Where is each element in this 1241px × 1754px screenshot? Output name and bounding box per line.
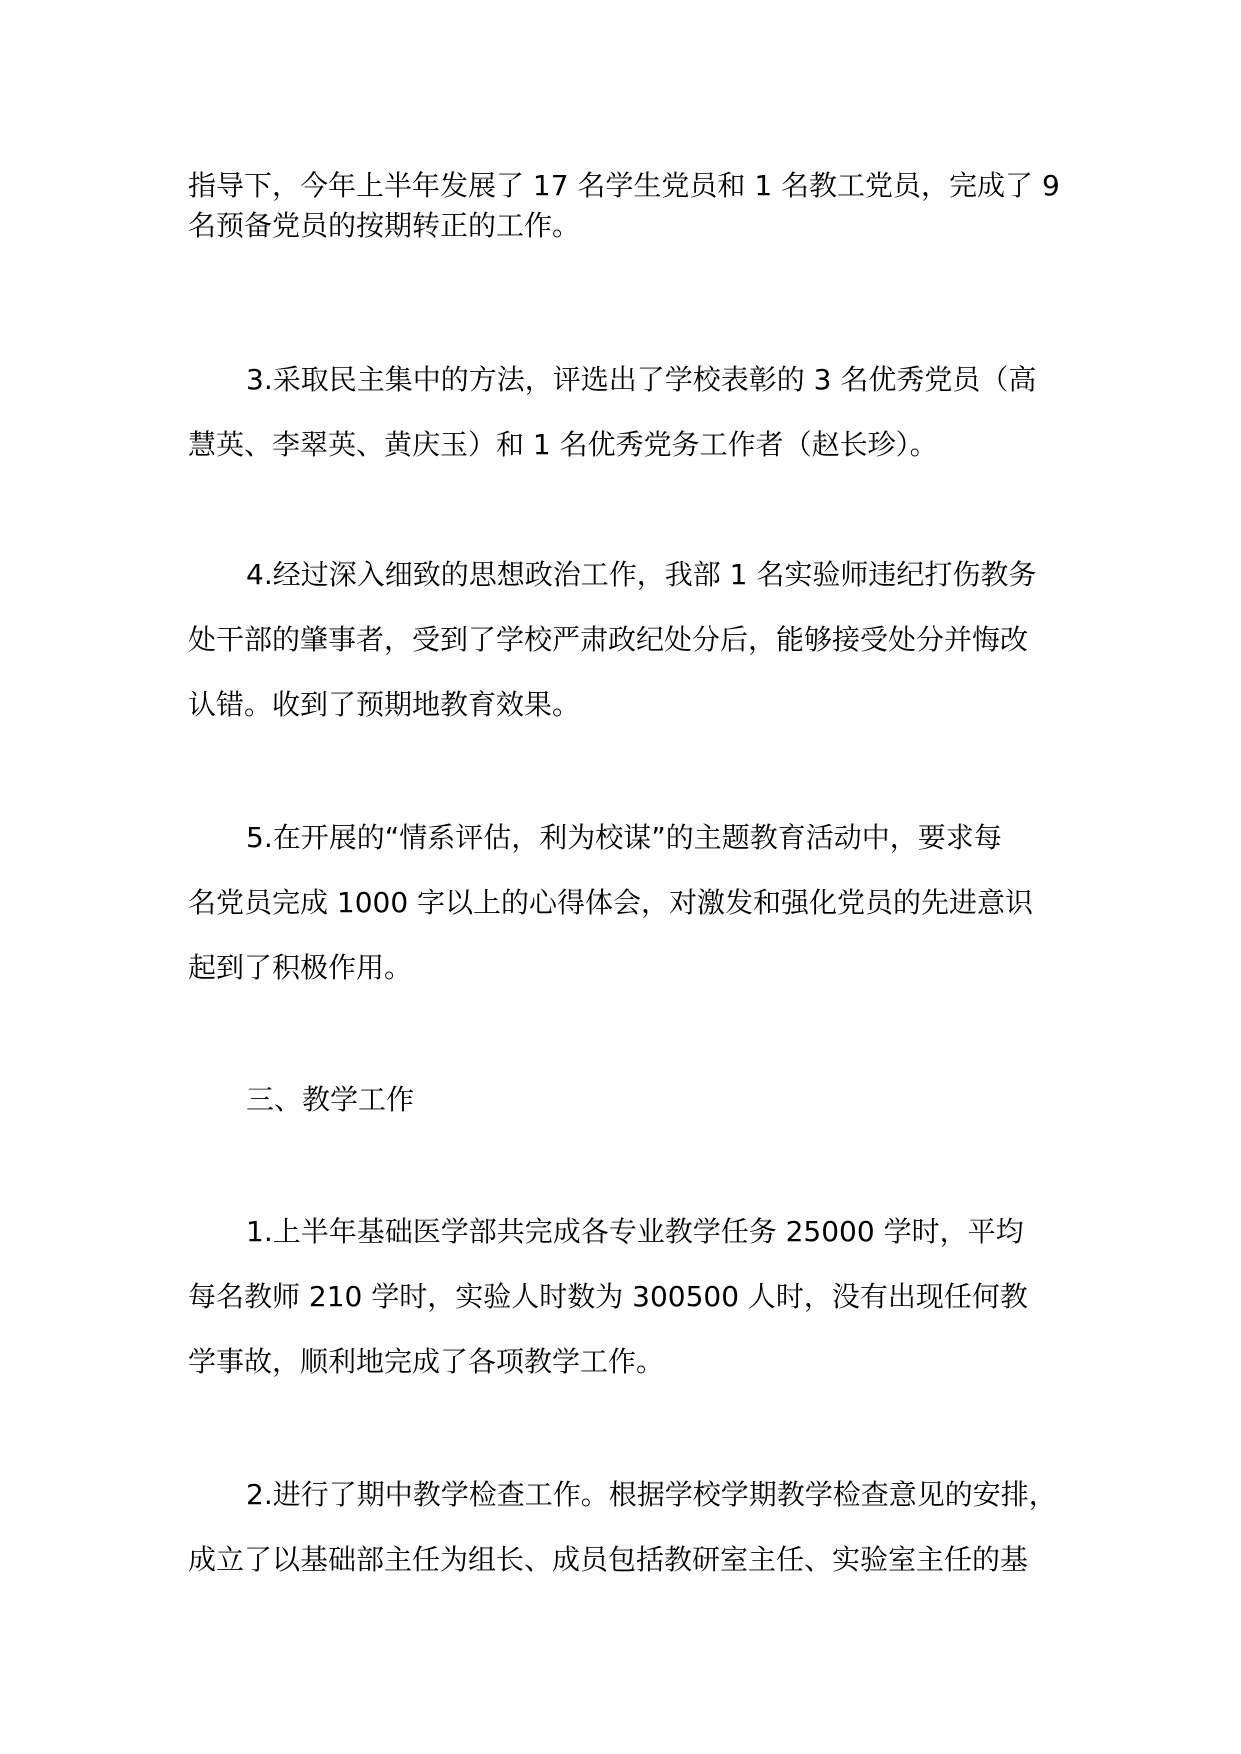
text-line: 每名教师 210 学时，实验人时数为 300500 人时，没有出现任何教 xyxy=(188,1280,1028,1313)
text-line: 处干部的肇事者，受到了学校严肃政纪处分后，能够接受处分并悔改 xyxy=(188,623,1029,656)
text-line: 认错。收到了预期地教育效果。 xyxy=(188,688,581,721)
text-line: 成立了以基础部主任为组长、成员包括教研室主任、实验室主任的基 xyxy=(188,1543,1029,1576)
paragraph-start-line: 5.在开展的“情系评估，利为校谋”的主题教育活动中，要求每 xyxy=(246,821,1002,854)
section-heading: 三、教学工作 xyxy=(246,1083,415,1116)
text-line: 起到了积极作用。 xyxy=(188,951,413,984)
paragraph-start-line: 3.采取民主集中的方法，评选出了学校表彰的 3 名优秀党员（高 xyxy=(246,363,1037,396)
text-line: 名党员完成 1000 字以上的心得体会，对激发和强化党员的先进意识 xyxy=(188,886,1034,919)
text-line: 学事故，顺利地完成了各项教学工作。 xyxy=(188,1345,665,1378)
paragraph-start-line: 1.上半年基础医学部共完成各专业教学任务 25000 学时，平均 xyxy=(246,1215,1024,1248)
text-line: 指导下，今年上半年发展了 17 名学生党员和 1 名教工党员，完成了 9 xyxy=(188,169,1060,202)
text-line: 名预备党员的按期转正的工作。 xyxy=(188,209,581,242)
paragraph-start-line: 4.经过深入细致的思想政治工作，我部 1 名实验师违纪打伤教务 xyxy=(246,558,1037,591)
text-line: 慧英、李翠英、黄庆玉）和 1 名优秀党务工作者（赵长珍）。 xyxy=(188,428,938,461)
paragraph-start-line: 2.进行了期中教学检查工作。根据学校学期教学检查意见的安排， xyxy=(246,1478,1057,1511)
